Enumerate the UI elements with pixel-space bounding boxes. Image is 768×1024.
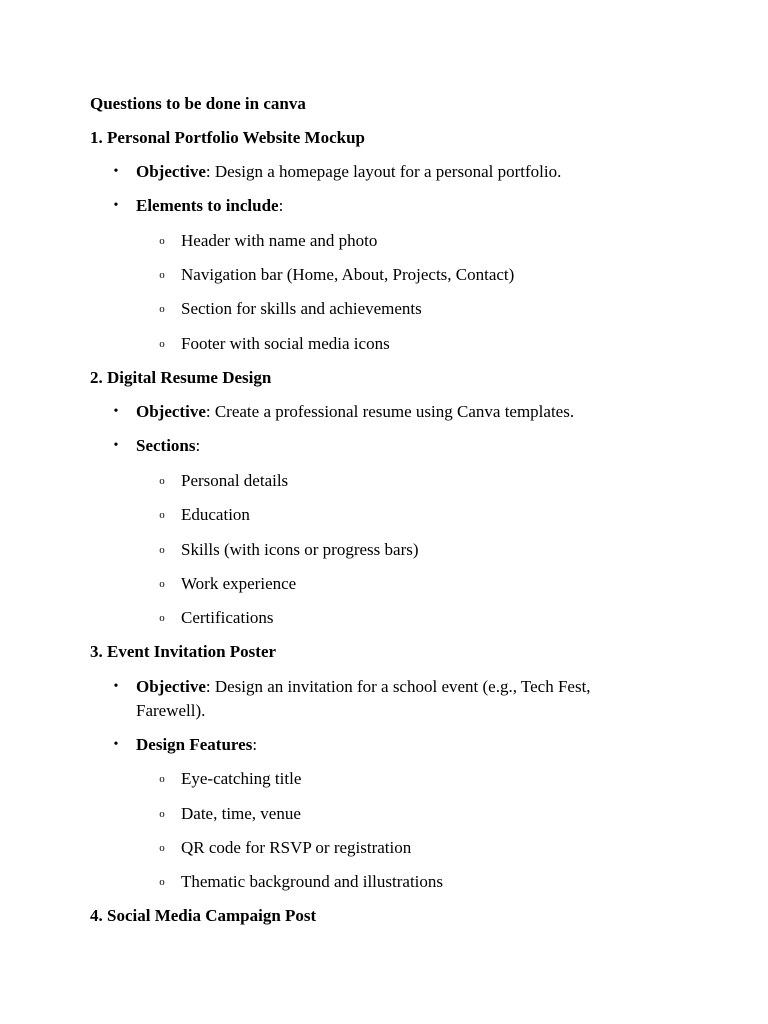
sub-bullet-glyph: o — [159, 269, 165, 281]
sub-bullet-glyph: o — [159, 509, 165, 521]
list-item: Navigation bar (Home, About, Projects, Contact) — [181, 265, 515, 284]
objective-text: : Design an invitation for a school event (e.g., Tech Fest, — [205, 677, 591, 696]
bullet-glyph: • — [113, 164, 119, 179]
list-label-suffix: : — [252, 735, 258, 754]
sub-bullet-glyph: o — [159, 303, 165, 315]
objective-text: : Create a professional resume using Canva templates. — [205, 402, 575, 421]
objective-label: Objective — [136, 402, 206, 421]
list-label-suffix: : — [195, 436, 201, 455]
sub-bullet-glyph: o — [159, 876, 165, 888]
sub-bullet-glyph: o — [159, 808, 165, 820]
section-heading: 2. Digital Resume Design — [90, 368, 272, 387]
list-item: Section for skills and achievements — [181, 299, 422, 318]
document-title: Questions to be done in canva — [90, 94, 306, 113]
bullet-glyph: • — [113, 737, 119, 752]
section-heading: 1. Personal Portfolio Website Mockup — [90, 128, 365, 147]
list-item: Personal details — [181, 471, 289, 490]
list-item: Certifications — [181, 608, 274, 627]
section-heading: 3. Event Invitation Poster — [90, 642, 277, 661]
list-item: Work experience — [181, 574, 297, 593]
sub-bullet-glyph: o — [159, 842, 165, 854]
sub-bullet-glyph: o — [159, 475, 165, 487]
sub-bullet-glyph: o — [159, 544, 165, 556]
bullet-glyph: • — [113, 198, 119, 213]
sub-bullet-glyph: o — [159, 773, 165, 785]
list-item: Header with name and photo — [181, 231, 378, 250]
list-item: QR code for RSVP or registration — [181, 838, 412, 857]
sub-bullet-glyph: o — [159, 578, 165, 590]
objective-text: : Design a homepage layout for a personal portfolio. — [205, 162, 562, 181]
objective-line-continued: Farewell). — [136, 701, 206, 720]
sub-bullet-glyph: o — [159, 338, 165, 350]
objective-line — [136, 675, 591, 699]
list-item: Footer with social media icons — [181, 334, 390, 353]
list-label: Elements to include — [136, 196, 279, 215]
objective-label: Objective — [136, 677, 206, 696]
bullet-glyph: • — [113, 404, 119, 419]
list-label-line — [136, 434, 200, 458]
section-heading: 4. Social Media Campaign Post — [90, 906, 317, 925]
objective-line — [136, 400, 574, 424]
bullet-glyph: • — [113, 438, 119, 453]
list-item: Thematic background and illustrations — [181, 872, 444, 891]
list-label-line — [136, 733, 257, 757]
list-item: Eye-catching title — [181, 769, 302, 788]
sub-bullet-glyph: o — [159, 235, 165, 247]
sub-bullet-glyph: o — [159, 612, 165, 624]
list-item: Skills (with icons or progress bars) — [181, 540, 419, 559]
list-label-line — [136, 194, 283, 218]
list-item: Education — [181, 505, 250, 524]
list-label: Sections — [136, 436, 196, 455]
list-label-suffix: : — [278, 196, 284, 215]
bullet-glyph: • — [113, 679, 119, 694]
list-item: Date, time, venue — [181, 804, 301, 823]
list-label: Design Features — [136, 735, 253, 754]
objective-label: Objective — [136, 162, 206, 181]
objective-line — [136, 160, 561, 184]
